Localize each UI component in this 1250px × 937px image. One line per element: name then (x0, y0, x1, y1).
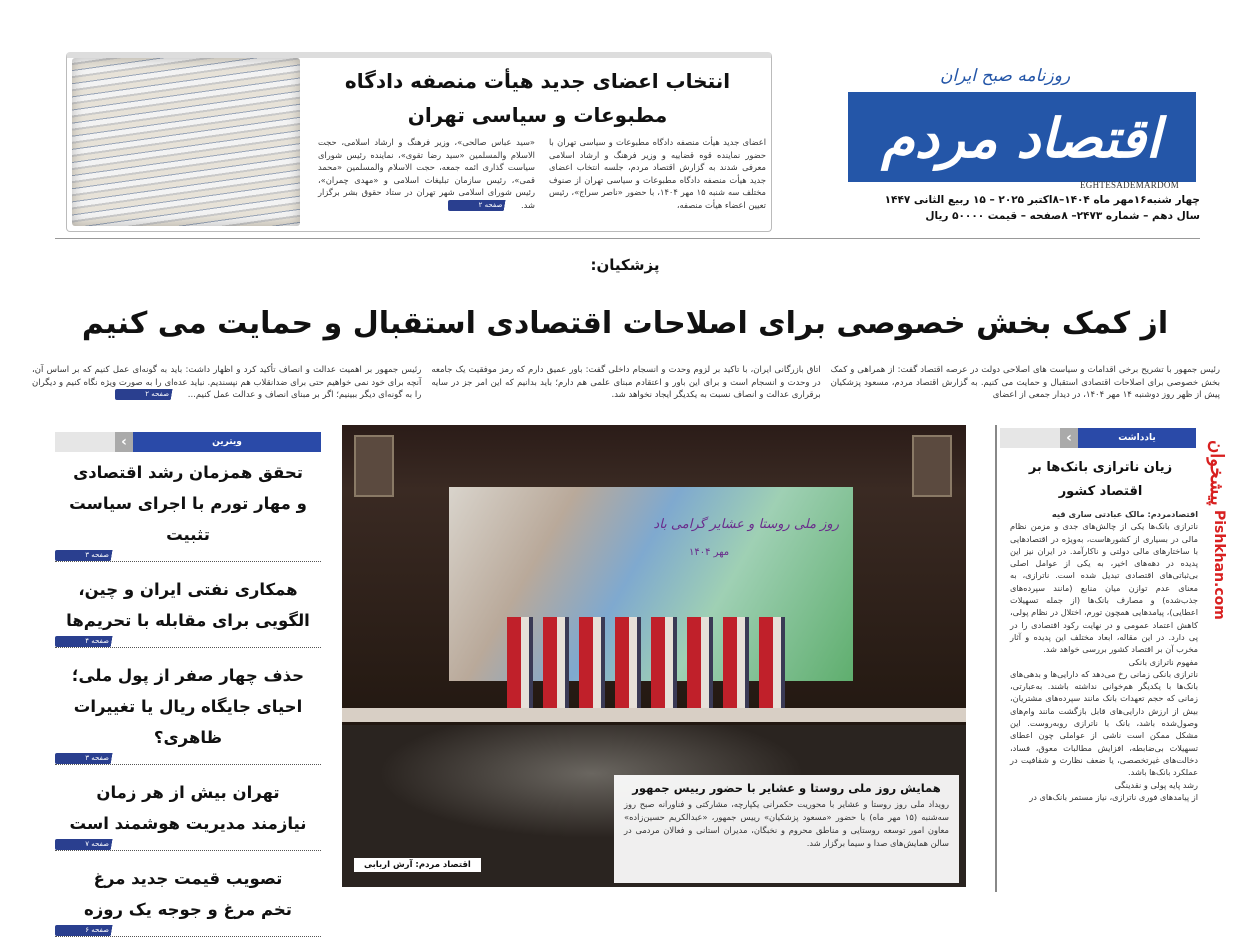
date-line: چهار شنبه۱۶مهر ماه ۱۴۰۴–۸اکتبر ۲۰۲۵ – ۱۵ ربیع الثانی ۱۴۴۷ (884, 194, 1200, 206)
banner-date: مهر ۱۴۰۴ (689, 547, 730, 558)
watermark-fa: پیشخوان (1206, 440, 1227, 506)
logo-tagline: روزنامه صبح ایران (940, 66, 1071, 86)
lead-col-3: رئیس جمهور بر اهمیت عدالت و انصاف تأکید کرد و اظهار داشت: باید به گونه‌ای عمل کنیم که بر اساس آن، آنچه برای خود نمی خواهیم حتی برای ضدانقلاب هم نپسندیم. نباید عده‌ای را به صورت ویژه نگاه کنیم و دیگران را به گونه‌ای دیگر ببینیم؛ اگر بر مبنای انصاف و عدالت عمل کنیم... (32, 365, 422, 400)
item-separator (55, 550, 321, 562)
newspaper-stack-image (72, 58, 300, 226)
item-line: تخم مرغ و جوجه یک روزه (84, 900, 292, 919)
event-photo[interactable] (342, 425, 966, 887)
item-line: و مهار تورم با اجرای سیاست تثبیت (69, 494, 307, 544)
showcase-header (55, 432, 321, 452)
performers (507, 617, 787, 711)
headline-line: مطبوعات و سیاسی تهران (407, 103, 668, 127)
lead-col-3-wrap (32, 364, 421, 402)
showcase-item[interactable] (55, 660, 321, 765)
banner-title: روز ملی روستا و عشایر گرامی باد (653, 517, 839, 532)
item-line: همکاری نفتی ایران و چین، (78, 580, 298, 599)
item-line: الگویی برای مقابله با تحریم‌ها (66, 611, 310, 630)
item-separator (55, 636, 321, 648)
showcase-item[interactable] (55, 574, 321, 648)
note-body (1010, 508, 1198, 803)
page-ref-tag[interactable]: صفحه ۴ (55, 636, 125, 647)
stage (342, 708, 966, 722)
note-paragraph: ناترازی بانک‌ها یکی از چالش‌های جدی و مزمن نظام مالی در بسیاری از کشورهاست، به‌ویژه در اقتصادهایی با ساختارهای مالی دولتی و ناکارآمد. در ایران نیز این پدیده در دهه‌های اخیر، به یکی از عوامل اصلی بی‌ثباتی‌های اقتصادی تبدیل شده است. ناترازی، به معنای عدم توازن میان منابع (مانند سپرده‌های جذب‌شده) و مصارف بانک‌ها (از جمله تسهیلات اعطایی)، پیامدهایی همچون تورم، اختلال در نظام پولی، کاهش اعتماد عمومی و در نهایت رکود اقتصادی را در پی دارد. در این مقاله، ابعاد مختلف این پدیده و آثار مخرب آن بر اقتصاد کشور بررسی خواهد شد. (1010, 521, 1198, 655)
item-line: نیازمند مدیریت هوشمند است (69, 814, 307, 833)
lead-col-2: اتاق بازرگانی ایران، با تاکید بر لزوم وحدت و انسجام داخلی گفت: باور عمیق دارم که رمز موفقیت یک جامعه در وحدت و انسجام است و برای این باور و اعتقادم مبنای علمی هم دارم؛ باید بدانیم که این امر جز در سایه برقراری عدالت و انصاف نسبت به یکدیگر ایجاد نخواهد شد. (431, 365, 821, 400)
note-subheading: مفهوم ناترازی بانکی (1128, 656, 1198, 667)
item-line: تهران بیش از هر زمان (96, 783, 280, 802)
item-line: حذف چهار صفر از پول ملی؛ (71, 666, 305, 685)
showcase-list (55, 457, 321, 937)
issue-line: سال دهم – شماره ۲۴۷۳– ۸صفحه – قیمت ۵۰۰۰۰ ریال (925, 210, 1200, 222)
item-separator (55, 925, 321, 937)
note-subheading: رشد پایه پولی و نقدینگی (1114, 779, 1198, 790)
note-byline: اقتصادمردم: مالک عبادتی ساری قیه (1051, 509, 1198, 519)
pishkhan-watermark (1206, 440, 1227, 620)
note-paragraph: از پیامدهای فوری ناترازی، نیاز مستمر بانک‌های در (1029, 791, 1198, 802)
page-ref-tag[interactable]: صفحه ۷ (55, 839, 125, 850)
lead-columns (32, 364, 1220, 402)
top-story-headline[interactable] (310, 64, 765, 132)
item-separator (55, 839, 321, 851)
top-story-col-left: «سید عباس صالحی»، وزیر فرهنگ و ارشاد اسلامی، حجت الاسلام والمسلمین «سید رضا تقوی»، نماینده رئیس شورای سیاست گذاری ائمه جمعه، حجت الاسلام والمسلمین «محمد قمی»، رئیس سازمان تبلیغات اسلامی و «مهدی چمران»، رئیس شورای اسلامی شهر تهران در ستاد حقوق بشر برگزار شد. (318, 137, 535, 210)
chevron-left-icon[interactable]: ‹ (1060, 428, 1078, 448)
page-ref-tag[interactable]: صفحه ۳ (55, 753, 125, 764)
item-line: تصویب قیمت جدید مرغ (93, 869, 283, 888)
item-line: تحقق همزمان رشد اقتصادی (73, 463, 303, 482)
logo-latin: EGHTESADEMARDOM (1080, 180, 1179, 190)
portrait-frame (912, 435, 952, 497)
lead-col-1: رئیس جمهور با تشریح برخی اقدامات و سیاست های اصلاحی دولت در عرصه اقتصاد گفت: از همراهی و کمک بخش خصوصی برای اصلاحات اقتصادی استقبال و حمایت می کنیم. به گزارش اقتصاد مردم، مسعود پزشکیان پیش از ظهر روز دوشنبه ۱۴ مهر ۱۴۰۴، در دیدار جمعی از اعضای (830, 365, 1220, 400)
item-separator (55, 753, 321, 765)
note-label: یادداشت (1078, 428, 1196, 448)
item-line: احیای جایگاه ریال یا تغییرات ظاهری؟ (73, 697, 303, 747)
showcase-item[interactable] (55, 777, 321, 851)
divider (55, 238, 1200, 239)
caption-body: رویداد ملی روز روستا و عشایر با محوریت حکمرانی یکپارچه، مشارکتی و فناورانه صبح روز سه‌شنبه (۱۵ مهر ماه) با حضور «مسعود پزشکیان» رییس جمهور، «عبدالکریم حسین‌زاده» معاون امور توسعه روستایی و مناطق محروم و نخبگان، مدیران استانی و فعالان مردمی در سالن همایش‌های صدا و سیما برگزار شد. (624, 799, 949, 848)
caption-title: همایش روز ملی روستا و عشایر با حضور رییس جمهور (632, 781, 941, 795)
page-ref-tag[interactable]: صفحه ۲ (115, 389, 185, 400)
lead-headline[interactable]: از کمک بخش خصوصی برای اصلاحات اقتصادی استقبال و حمایت می کنیم (81, 306, 1169, 341)
photo-caption (614, 775, 959, 883)
note-paragraph: ناترازی بانکی زمانی رخ می‌دهد که دارایی‌ها و بدهی‌های بانک‌ها با یکدیگر هم‌خوانی نداشته باشند. به‌عبارتی، زمانی که حجم تعهدات بانک مانند سپرده‌های مشتریان، بیش از ارزش دارایی‌های قابل بازگشت مانند وام‌های وصول‌شده باشد، بانک با ناترازی روبه‌روست. این مشکل ممکن است ناشی از عواملی چون اعطای تسهیلات بی‌ضابطه، افزایش مطالبات معوق، فساد، دخالت‌های غیرتخصصی، یا ضعف نظارت و شفافیت در عملکرد بانک‌ها باشد. (1010, 668, 1198, 778)
top-story-col-right: اعضای جدید هیأت منصفه دادگاه مطبوعات و سیاسی تهران با حضور نماینده قوه قضاییه و وزیر فرهنگ و ارشاد اسلامی معرفی شدند به گزارش اقتصاد مردم، جلسه انتخاب اعضای جدید هیأت منصفه دادگاه مطبوعات و سیاسی تهران از صنوف مختلف سه شنبه ۱۵ مهر ۱۴۰۴، با حضور «ناصر سراج»، رئیس تعیین اعضاء هیأت منصفه، (549, 137, 767, 210)
top-story-columns (318, 136, 766, 211)
showcase-item[interactable] (55, 863, 321, 937)
showcase-label: ویترین (133, 432, 321, 452)
note-title[interactable]: زیان ناترازی بانک‌ها بر اقتصاد کشور (1028, 460, 1173, 499)
photo-credit: اقتصاد مردم: آرش اربابی (354, 858, 481, 872)
chevron-left-icon[interactable]: ‹ (115, 432, 133, 452)
watermark-en: Pishkhan.com (1211, 509, 1227, 620)
page-ref-tag[interactable]: صفحه ۳ (55, 550, 125, 561)
note-header (1000, 428, 1196, 448)
page-ref-tag[interactable]: صفحه ۲ (448, 200, 518, 211)
top-story-col-left-wrap (318, 136, 535, 211)
headline-line: انتخاب اعضای جدید هیأت منصفه دادگاه (344, 69, 731, 93)
portrait-frame (354, 435, 394, 497)
showcase-item[interactable] (55, 457, 321, 562)
page-ref-tag[interactable]: صفحه ۶ (55, 925, 125, 936)
lead-kicker: پزشکیان: (590, 256, 660, 274)
newspaper-logo[interactable]: اقتصاد مردم (881, 106, 1161, 170)
